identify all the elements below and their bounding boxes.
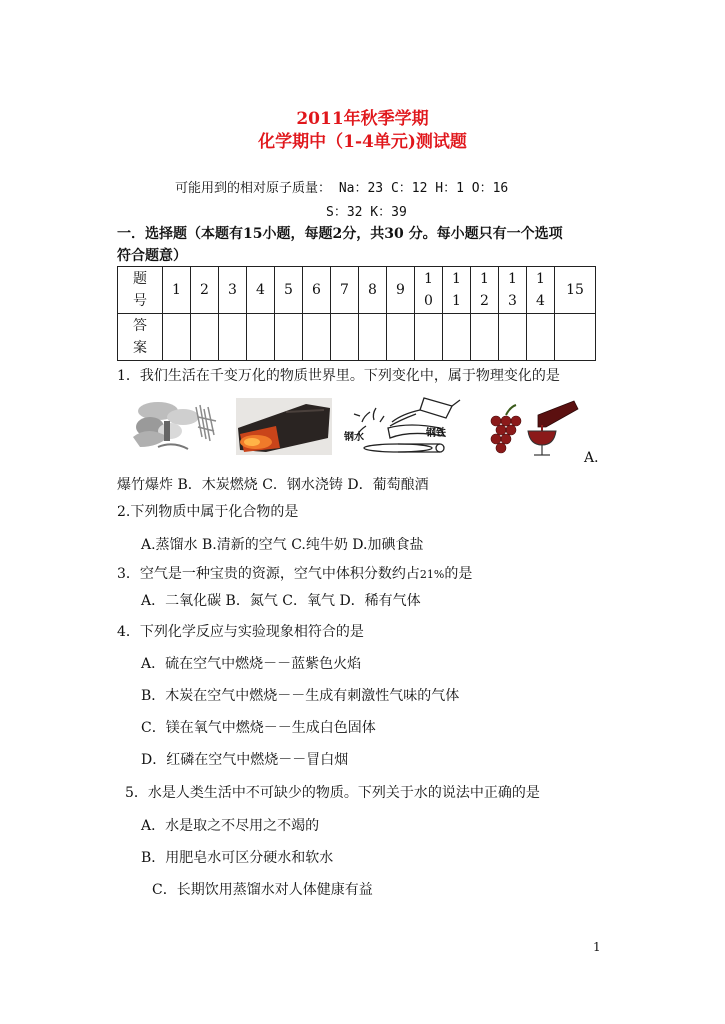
q3-stem: 3．空气是一种宝贵的资源，空气中体积分数约占21%的是: [117, 566, 473, 582]
table-col-number: 1 2: [471, 267, 499, 314]
title-line2: 化学期中（1-4单元)测试题: [258, 132, 467, 152]
q3-options: A．二氧化碳 B．氮气 C．氧气 D．稀有气体: [141, 593, 421, 609]
q5-option-a: A．水是取之不尽用之不竭的: [141, 818, 320, 834]
q1-option-a-marker: A．: [584, 450, 609, 466]
q4-option-a: A．硫在空气中燃烧－－蓝紫色火焰: [141, 656, 362, 672]
answer-cell[interactable]: [555, 314, 596, 361]
answer-table-number-row: [118, 267, 596, 314]
answer-table: [117, 266, 596, 361]
table-col-number: 3: [219, 267, 247, 314]
answer-cell[interactable]: [219, 314, 247, 361]
image-label-molten-steel: 钢水: [344, 432, 364, 443]
q5-stem: 5．水是人类生活中不可缺少的物质。下列关于水的说法中正确的是: [125, 785, 540, 801]
answer-cell[interactable]: [443, 314, 471, 361]
section1-heading-line2: 符合题意）: [117, 248, 187, 264]
table-header-answer: 答 案: [118, 314, 163, 361]
firecracker-image: [128, 397, 220, 459]
steel-casting-image: [340, 392, 464, 460]
q2-options: A.蒸馏水 B.清新的空气 C.纯牛奶 D.加碘食盐: [141, 537, 424, 553]
wine-image: [486, 397, 580, 459]
charcoal-image: [236, 398, 332, 455]
q1-options: 爆竹爆炸 B．木炭燃烧 C．钢水浇铸 D．葡萄酿酒: [117, 477, 429, 493]
answer-cell[interactable]: [471, 314, 499, 361]
table-header-number: 题 号: [118, 267, 163, 314]
table-col-number: 1 4: [527, 267, 555, 314]
table-col-number: 2: [191, 267, 219, 314]
answer-cell[interactable]: [527, 314, 555, 361]
answer-cell[interactable]: [359, 314, 387, 361]
answer-cell[interactable]: [415, 314, 443, 361]
table-col-number: 7: [331, 267, 359, 314]
answer-cell[interactable]: [163, 314, 191, 361]
table-col-number: 9: [387, 267, 415, 314]
table-col-number: 1: [163, 267, 191, 314]
q4-stem: 4．下列化学反应与实验现象相符合的是: [117, 624, 364, 640]
atomic-mass-line2: S：32 K：39: [326, 205, 407, 220]
answer-cell[interactable]: [499, 314, 527, 361]
table-col-number: 1 1: [443, 267, 471, 314]
title-line1: 2011年秋季学期: [296, 109, 429, 129]
atomic-mass-line1: 可能用到的相对原子质量： Na：23 C：12 H：1 O：16: [175, 181, 509, 196]
page-number: 1: [593, 940, 601, 954]
q4-option-c: C．镁在氧气中燃烧－－生成白色固体: [141, 720, 376, 736]
answer-cell[interactable]: [303, 314, 331, 361]
table-col-number: 8: [359, 267, 387, 314]
image-label-steel: 钢铁: [426, 428, 446, 439]
q5-option-c: C．长期饮用蒸馏水对人体健康有益: [152, 882, 373, 898]
answer-table-answer-row: [118, 314, 596, 361]
answer-cell[interactable]: [247, 314, 275, 361]
answer-cell[interactable]: [331, 314, 359, 361]
answer-cell[interactable]: [275, 314, 303, 361]
answer-cell[interactable]: [191, 314, 219, 361]
q4-option-b: B．木炭在空气中燃烧－－生成有刺激性气味的气体: [141, 688, 460, 704]
table-col-number: 5: [275, 267, 303, 314]
table-col-number: 4: [247, 267, 275, 314]
q1-stem: 1．我们生活在千变万化的物质世界里。下列变化中，属于物理变化的是: [117, 368, 560, 384]
section1-heading-line1: 一．选择题（本题有15小题，每题2分，共30 分。每小题只有一个选项: [117, 226, 563, 242]
table-col-number: 6: [303, 267, 331, 314]
q5-option-b: B．用肥皂水可区分硬水和软水: [141, 850, 334, 866]
answer-cell[interactable]: [387, 314, 415, 361]
table-col-number: 15: [555, 267, 596, 314]
table-col-number: 1 0: [415, 267, 443, 314]
table-col-number: 1 3: [499, 267, 527, 314]
q4-option-d: D．红磷在空气中燃烧－－冒白烟: [141, 752, 349, 768]
q2-stem: 2.下列物质中属于化合物的是: [117, 504, 299, 520]
